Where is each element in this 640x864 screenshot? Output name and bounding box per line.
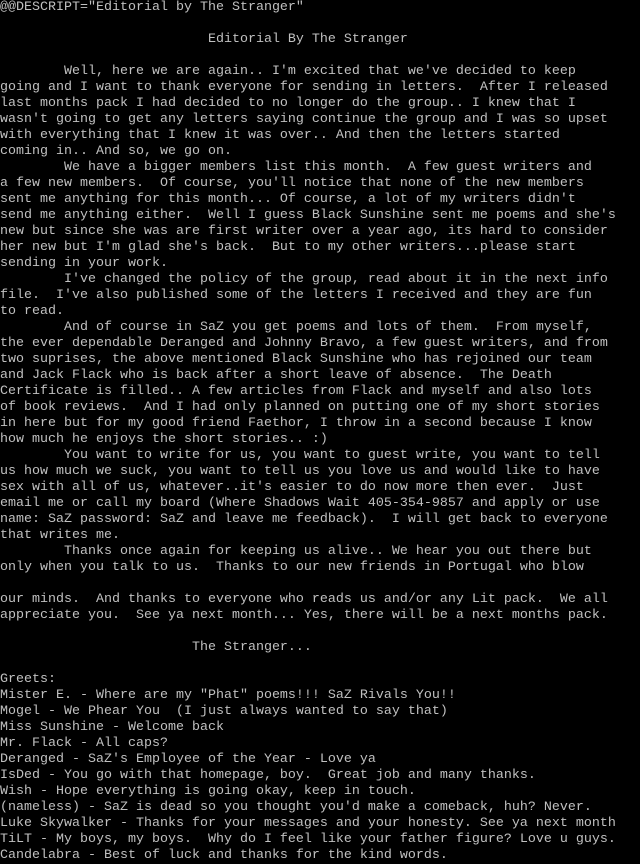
- text-line: to read.: [0, 304, 64, 319]
- greet-line: Mr. Flack - All caps?: [0, 736, 168, 751]
- text-line: file. I've also published some of the letters I received and they are fun: [0, 288, 592, 303]
- text-line: email me or call my board (Where Shadows Wait 405-354-9857 and apply or use: [0, 496, 600, 511]
- greet-line: Luke Skywalker - Thanks for your messages and your honesty. See ya next month: [0, 816, 616, 831]
- text-line: I've changed the policy of the group, read about it in the next info: [0, 272, 608, 287]
- text-line: last months pack I had decided to no longer do the group.. I knew that I: [0, 96, 576, 111]
- text-line: two suprises, the above mentioned Black Sunshine who has rejoined our team: [0, 352, 592, 367]
- text-line: going and I want to thank everyone for sending in letters. After I released: [0, 80, 608, 95]
- blank-line: [0, 656, 640, 672]
- greet-line: IsDed - You go with that homepage, boy. Great job and many thanks.: [0, 768, 536, 783]
- text-line: wasn't going to get any letters saying continue the group and I was so upset: [0, 112, 608, 127]
- greet-line: Mogel - We Phear You (I just always wanted to say that): [0, 704, 448, 719]
- text-line: And of course in SaZ you get poems and lots of them. From myself,: [0, 320, 592, 335]
- text-line: with everything that I knew it was over.. And then the letters started: [0, 128, 560, 143]
- blank-line: [0, 16, 640, 32]
- text-line: We have a bigger members list this month. A few guest writers and: [0, 160, 592, 175]
- text-line: of book reviews. And I had only planned on putting one of my short stories: [0, 400, 600, 415]
- text-line: appreciate you. See ya next month... Yes, there will be a next months pack.: [0, 608, 608, 623]
- greet-line: (nameless) - SaZ is dead so you thought you'd make a comeback, huh? Never.: [0, 800, 592, 815]
- text-line: Well, here we are again.. I'm excited that we've decided to keep: [0, 64, 576, 79]
- page-title: Editorial By The Stranger: [0, 32, 408, 47]
- text-line: sending in your work.: [0, 256, 168, 271]
- greets-heading: Greets:: [0, 672, 56, 687]
- greet-line: Deranged - SaZ's Employee of the Year - Love ya: [0, 752, 376, 767]
- greet-line: TiLT - My boys, my boys. Why do I feel like your father figure? Love u guys.: [0, 832, 616, 847]
- text-line: sex with all of us, whatever..it's easier to do now more then ever. Just: [0, 480, 584, 495]
- text-line: that writes me.: [0, 528, 120, 543]
- greet-line: Wish - Hope everything is going okay, keep in touch.: [0, 784, 416, 799]
- text-line: send me anything either. Well I guess Black Sunshine sent me poems and she's: [0, 208, 616, 223]
- blank-line: [0, 576, 640, 592]
- text-line: You want to write for us, you want to guest write, you want to tell: [0, 448, 600, 463]
- text-line: name: SaZ password: SaZ and leave me feedback). I will get back to everyone: [0, 512, 608, 527]
- text-line: new but since she was are first writer over a year ago, its hard to consider: [0, 224, 608, 239]
- text-line: how much he enjoys the short stories.. :): [0, 432, 328, 447]
- text-line: a few new members. Of course, you'll notice that none of the new members: [0, 176, 584, 191]
- text-line: our minds. And thanks to everyone who reads us and/or any Lit pack. We all: [0, 592, 608, 607]
- signature-line: The Stranger...: [0, 640, 312, 655]
- text-line: and Jack Flack who is back after a short leave of absence. The Death: [0, 368, 552, 383]
- descript-line: @@DESCRIPT="Editorial by The Stranger": [0, 0, 304, 15]
- text-line: sent me anything for this month... Of course, a lot of my writers didn't: [0, 192, 576, 207]
- text-line: her new but I'm glad she's back. But to my other writers...please start: [0, 240, 576, 255]
- text-line: in here but for my good friend Faethor, I throw in a second because I know: [0, 416, 592, 431]
- text-line: the ever dependable Deranged and Johnny Bravo, a few guest writers, and from: [0, 336, 608, 351]
- text-line: only when you talk to us. Thanks to our new friends in Portugal who blow: [0, 560, 584, 575]
- greet-line: Miss Sunshine - Welcome back: [0, 720, 224, 735]
- text-line: Certificate is filled.. A few articles from Flack and myself and also lots: [0, 384, 592, 399]
- blank-line: [0, 48, 640, 64]
- greet-line: Candelabra - Best of luck and thanks for the kind words.: [0, 848, 448, 863]
- greet-line: Mister E. - Where are my "Phat" poems!!! SaZ Rivals You!!: [0, 688, 456, 703]
- blank-line: [0, 624, 640, 640]
- text-line: coming in.. And so, we go on.: [0, 144, 232, 159]
- text-line: Thanks once again for keeping us alive.. We hear you out there but: [0, 544, 592, 559]
- text-line: us how much we suck, you want to tell us you love us and would like to have: [0, 464, 600, 479]
